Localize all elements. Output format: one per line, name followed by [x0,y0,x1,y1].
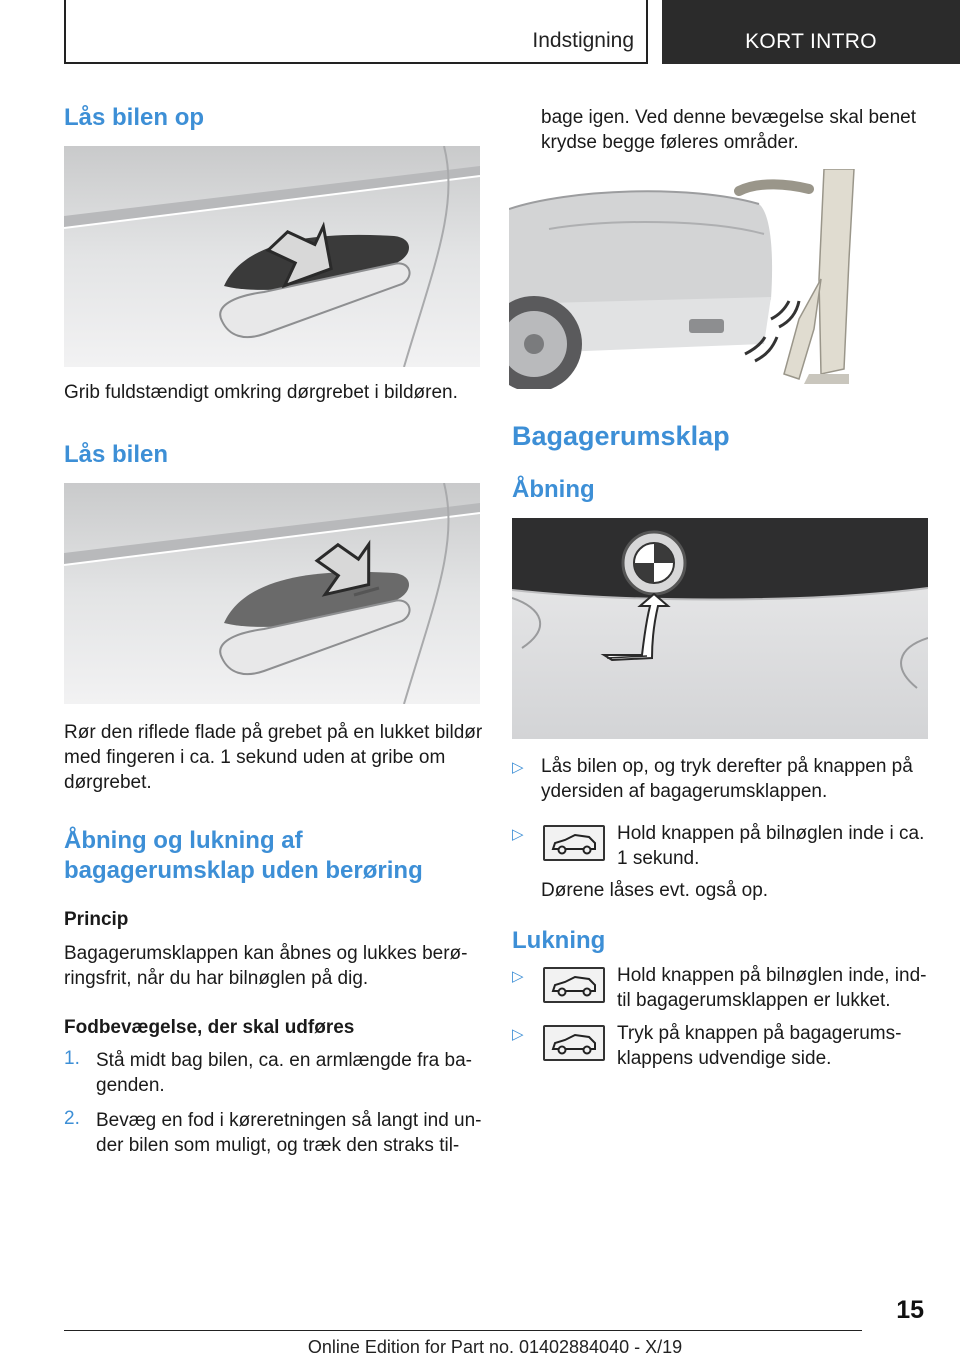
principle-title: Princip [64,909,129,930]
trunk-button-illustration [512,518,928,739]
door-handle-unlock-illustration [64,146,480,367]
header-chapter-tab [662,0,960,64]
footer-divider [64,1330,862,1331]
step-2-continued-line-2: krydse begge føleres områder. [541,132,799,153]
open-note: Dørene låses evt. også op. [541,880,769,901]
foot-gesture-illustration [509,169,863,389]
heading-touchless-line-1: Åbning og lukning af [64,827,303,854]
close-item-1-line-2: til bagagerumsklappen er lukket. [617,990,891,1011]
close-item-2-line-1: Tryk på knappen på bagagerums- [617,1023,902,1044]
caption-lock-line-3: dørgrebet. [64,772,152,793]
header-chapter-title: KORT INTRO [745,30,877,53]
heading-unlock: Lås bilen op [64,104,205,131]
step-2-continued-line-1: bage igen. Ved denne bevægelse skal benet [541,107,917,128]
open-item-2-line-2: 1 sekund. [617,848,700,869]
caption-lock-line-2: med fingeren i ca. 1 sekund uden at gribe om [64,747,446,768]
step-1-line-1: Stå midt bag bilen, ca. en armlængde fra ba- [96,1050,472,1071]
open-item-2-line-1: Hold knappen på bilnøglen inde i ca. [617,823,925,844]
open-item-1-line-2: ydersiden af bagagerumsklappen. [541,781,828,802]
heading-lock: Lås bilen [64,441,169,468]
bullet-triangle: ▷ [512,826,524,843]
caption-lock-line-1: Rør den riflede flade på grebet på en lukket bildør [64,722,483,743]
door-handle-lock-illustration [64,483,480,704]
car-trunk-key-icon [543,967,605,1003]
heading-trunk-lid: Bagagerumsklap [512,421,730,451]
header-section-box [64,0,648,64]
foot-motion-title: Fodbevægelse, der skal udføres [64,1017,355,1038]
heading-closing: Lukning [512,927,606,954]
bullet-triangle: ▷ [512,1026,524,1043]
car-trunk-key-icon [543,1025,605,1061]
page-number: 15 [896,1296,924,1324]
heading-touchless-line-2: bagagerumsklap uden berøring [64,857,423,884]
step-number: 2. [64,1108,80,1129]
header-section-title: Indstigning [532,29,634,52]
footer-edition: Online Edition for Part no. 01402884040 - X/19 [307,1337,683,1357]
step-number: 1. [64,1048,80,1069]
caption-unlock: Grib fuldstændigt omkring dørgrebet i bildøren. [64,382,458,403]
open-item-1-line-1: Lås bilen op, og tryk derefter på knappen på [541,756,913,777]
step-2-line-2: der bilen som muligt, og træk den straks til- [96,1135,460,1156]
close-item-2-line-2: klappens udvendige side. [617,1048,832,1069]
principle-line-1: Bagagerumsklappen kan åbnes og lukkes berø- [64,943,468,964]
principle-line-2: ringsfrit, når du har bilnøglen på dig. [64,968,369,989]
bullet-triangle: ▷ [512,759,524,776]
close-item-1-line-1: Hold knappen på bilnøglen inde, ind- [617,965,927,986]
bullet-triangle: ▷ [512,968,524,985]
step-2-line-1: Bevæg en fod i køreretningen så langt ind un- [96,1110,482,1131]
heading-opening: Åbning [512,476,595,503]
car-trunk-key-icon [543,825,605,861]
step-1-line-2: genden. [96,1075,165,1096]
